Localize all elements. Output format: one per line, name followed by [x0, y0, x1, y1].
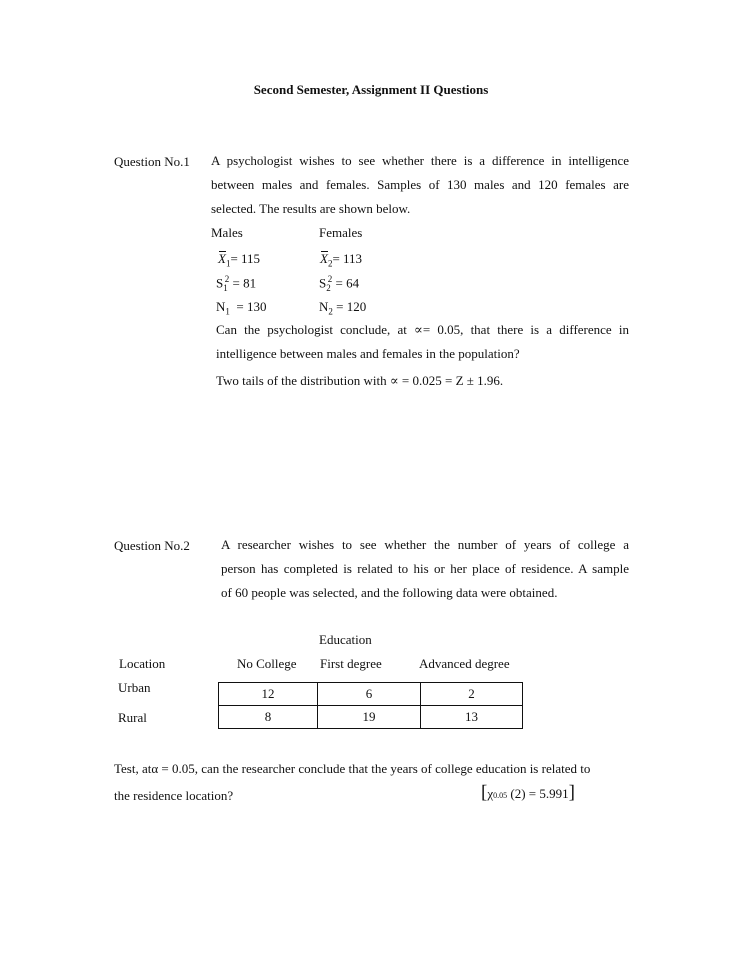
chi-square-critical-value — [481, 782, 575, 804]
females-mean — [320, 251, 362, 269]
table-cell: 2 — [421, 683, 523, 706]
males-mean — [218, 251, 260, 269]
page-title: Second Semester, Assignment II Questions — [253, 82, 489, 97]
males-variance-superscript: 2 — [224, 274, 230, 284]
question-1-line: selected. The results are shown below. — [211, 201, 411, 216]
males-variance — [216, 274, 256, 293]
column-header-first-degree: First degree — [320, 656, 382, 671]
question-1-question-line: Can the psychologist conclude, at ∝= 0.05, that there is a difference in — [216, 322, 629, 337]
contingency-table — [218, 682, 523, 729]
question-2-test-line-2: the residence location? — [114, 788, 234, 803]
females-sample-size-subscript: 2 — [328, 306, 333, 317]
table-row — [219, 706, 523, 729]
males-sample-size-value: = 130 — [229, 299, 267, 314]
table-cell: 12 — [219, 683, 318, 706]
table-row — [219, 683, 523, 706]
x-bar-symbol: X — [218, 251, 226, 266]
question-2-label: Question No.2 — [114, 538, 190, 553]
table-cell: 19 — [318, 706, 421, 729]
x-bar-symbol: X — [320, 251, 328, 266]
question-1-question-line: intelligence between males and females in the population? — [216, 346, 520, 361]
question-2-line: of 60 people was selected, and the following data were obtained. — [221, 585, 558, 600]
question-2-test-line: Test, atα = 0.05, can the researcher conclude that the years of college education is related to — [114, 761, 591, 776]
females-variance-value: = 64 — [332, 275, 360, 291]
males-variance-value: = 81 — [229, 275, 257, 291]
chi-subscript: 0.05 — [493, 791, 508, 800]
row-label-rural: Rural — [118, 710, 147, 725]
females-mean-value: = 113 — [332, 251, 363, 266]
males-mean-value: = 115 — [230, 251, 261, 266]
close-bracket: ] — [568, 782, 575, 803]
females-variance-superscript: 2 — [327, 274, 333, 284]
males-mean-subscript: 1 — [225, 258, 231, 269]
females-variance-subscript: 2 — [326, 282, 331, 293]
males-sample-size — [216, 299, 266, 317]
males-header: Males — [211, 225, 243, 240]
education-header: Education — [319, 632, 372, 647]
females-header: Females — [319, 225, 363, 240]
row-label-urban: Urban — [118, 680, 151, 695]
chi-symbol: χ — [487, 786, 494, 801]
question-1-hint: Two tails of the distribution with ∝ = 0.025 = Z ± 1.96. — [216, 373, 504, 388]
females-sample-size-value: = 120 — [332, 299, 367, 314]
column-header-no-college: No College — [237, 656, 297, 671]
question-1-line: A psychologist wishes to see whether there is a difference in intelligence — [211, 153, 629, 168]
question-1-question — [216, 318, 629, 366]
females-mean-subscript: 2 — [327, 258, 333, 269]
sample-size-symbol: N — [319, 299, 329, 314]
chi-value: (2) = 5.991 — [507, 786, 569, 801]
males-variance-subscript: 1 — [223, 282, 228, 293]
males-sample-size-subscript: 1 — [225, 306, 230, 317]
question-1-line: between males and females. Samples of 130 males and 120 females are — [211, 177, 629, 192]
variance-symbol: S — [216, 275, 224, 291]
question-2-intro — [221, 533, 629, 605]
table-cell: 13 — [421, 706, 523, 729]
sample-size-symbol: N — [216, 299, 226, 314]
question-1-label: Question No.1 — [114, 154, 190, 169]
question-1-intro — [211, 149, 629, 221]
question-2-line: person has completed is related to his or her place of residence. A sample — [221, 561, 629, 576]
location-header: Location — [119, 656, 166, 671]
females-sample-size — [319, 299, 366, 317]
question-2-line: A researcher wishes to see whether the number of years of college a — [221, 537, 629, 552]
open-bracket: [ — [481, 782, 488, 803]
table-cell: 6 — [318, 683, 421, 706]
column-header-advanced-degree: Advanced degree — [419, 656, 510, 671]
females-variance — [319, 274, 359, 293]
variance-symbol: S — [319, 275, 327, 291]
table-cell: 8 — [219, 706, 318, 729]
